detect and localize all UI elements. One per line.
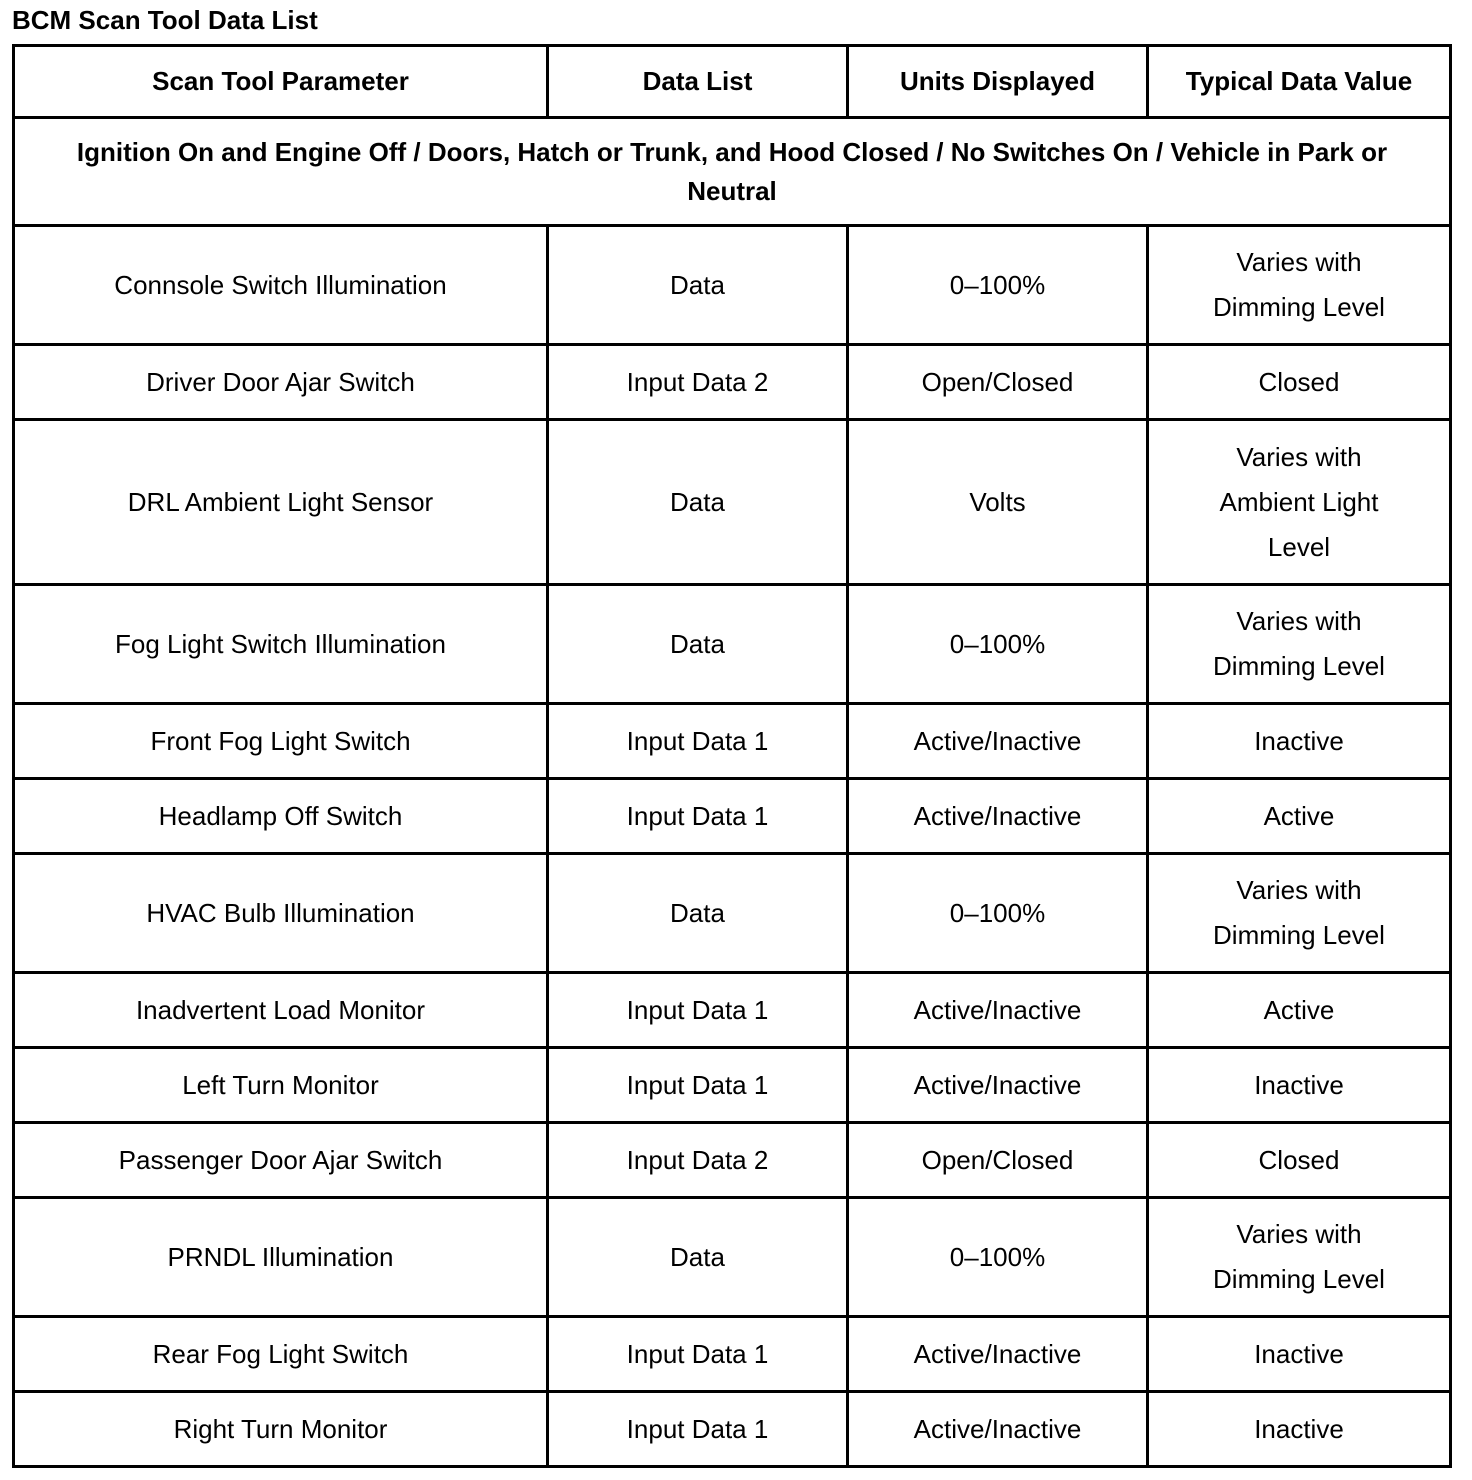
- header-typical-data-value: Typical Data Value: [1148, 46, 1451, 118]
- table-row: [14, 704, 1451, 779]
- parameter-cell: PRNDL Illumination: [14, 1198, 548, 1317]
- data-list-cell: Input Data 1: [548, 704, 848, 779]
- data-list-cell: Data: [548, 585, 848, 704]
- data-list-cell: Input Data 2: [548, 345, 848, 420]
- typical-value-cell: [1148, 1198, 1451, 1317]
- typical-value-line: Level: [1267, 531, 1331, 562]
- table-row: [14, 585, 1451, 704]
- table-row: [14, 345, 1451, 420]
- units-cell: 0–100%: [848, 585, 1148, 704]
- typical-value-cell: [1148, 420, 1451, 585]
- units-cell: Open/Closed: [848, 1123, 1148, 1198]
- parameter-cell: Driver Door Ajar Switch: [14, 345, 548, 420]
- header-scan-tool-parameter: Scan Tool Parameter: [14, 46, 548, 118]
- condition-text: Ignition On and Engine Off / Doors, Hatch or Trunk, and Hood Closed / No Switches On / Vehicle in Park or Neutral: [14, 118, 1451, 226]
- header-data-list: Data List: [548, 46, 848, 118]
- data-list-cell: Input Data 2: [548, 1123, 848, 1198]
- parameter-cell: Fog Light Switch Illumination: [14, 585, 548, 704]
- table-row: [14, 854, 1451, 973]
- data-list-cell: Input Data 1: [548, 1317, 848, 1392]
- parameter-cell: Connsole Switch Illumination: [14, 226, 548, 345]
- units-cell: Volts: [848, 420, 1148, 585]
- typical-value-line: Ambient Light: [1219, 486, 1379, 517]
- data-list-cell: Input Data 1: [548, 1048, 848, 1123]
- table-row: [14, 1317, 1451, 1392]
- scan-tool-data-table: [12, 44, 1452, 1468]
- units-cell: 0–100%: [848, 854, 1148, 973]
- typical-value-cell: [1148, 345, 1451, 420]
- typical-value-line: Closed: [1258, 366, 1340, 397]
- units-cell: Active/Inactive: [848, 1317, 1148, 1392]
- data-list-cell: Data: [548, 226, 848, 345]
- header-row: [14, 46, 1451, 118]
- typical-value-cell: [1148, 1392, 1451, 1467]
- table-row: [14, 1198, 1451, 1317]
- units-cell: Open/Closed: [848, 345, 1148, 420]
- parameter-cell: Inadvertent Load Monitor: [14, 973, 548, 1048]
- table-row: [14, 420, 1451, 585]
- data-list-cell: Input Data 1: [548, 779, 848, 854]
- typical-value-line: Varies with: [1236, 1219, 1362, 1249]
- typical-value-line: Varies with: [1236, 441, 1362, 472]
- typical-value-line: Inactive: [1254, 725, 1344, 756]
- data-list-cell: Data: [548, 854, 848, 973]
- typical-value-cell: [1148, 779, 1451, 854]
- table-row: [14, 973, 1451, 1048]
- parameter-cell: HVAC Bulb Illumination: [14, 854, 548, 973]
- parameter-cell: Headlamp Off Switch: [14, 779, 548, 854]
- data-list-cell: Input Data 1: [548, 973, 848, 1048]
- parameter-cell: Front Fog Light Switch: [14, 704, 548, 779]
- parameter-cell: Rear Fog Light Switch: [14, 1317, 548, 1392]
- data-list-cell: Input Data 1: [548, 1392, 848, 1467]
- typical-value-cell: [1148, 1048, 1451, 1123]
- units-cell: 0–100%: [848, 226, 1148, 345]
- parameter-cell: DRL Ambient Light Sensor: [14, 420, 548, 585]
- document-title: BCM Scan Tool Data List: [12, 5, 318, 35]
- header-units-displayed: Units Displayed: [848, 46, 1148, 118]
- table-row: [14, 1123, 1451, 1198]
- parameter-cell: Right Turn Monitor: [14, 1392, 548, 1467]
- data-list-cell: Data: [548, 1198, 848, 1317]
- typical-value-line: Inactive: [1254, 1069, 1344, 1100]
- typical-value-cell: [1148, 585, 1451, 704]
- typical-value-cell: [1148, 1123, 1451, 1198]
- typical-value-cell: [1148, 1317, 1451, 1392]
- typical-value-line: Dimming Level: [1213, 1264, 1385, 1294]
- typical-value-line: Dimming Level: [1213, 651, 1385, 681]
- parameter-cell: Passenger Door Ajar Switch: [14, 1123, 548, 1198]
- typical-value-cell: [1148, 854, 1451, 973]
- typical-value-line: Active: [1263, 994, 1335, 1025]
- table-row: [14, 1392, 1451, 1467]
- typical-value-cell: [1148, 704, 1451, 779]
- typical-value-line: Inactive: [1254, 1413, 1344, 1444]
- table-row: [14, 226, 1451, 345]
- typical-value-line: Inactive: [1254, 1338, 1344, 1369]
- table-row: [14, 1048, 1451, 1123]
- typical-value-line: Closed: [1258, 1144, 1340, 1175]
- typical-value-cell: [1148, 226, 1451, 345]
- typical-value-line: Varies with: [1236, 606, 1362, 636]
- units-cell: Active/Inactive: [848, 1048, 1148, 1123]
- table-row: [14, 779, 1451, 854]
- units-cell: Active/Inactive: [848, 704, 1148, 779]
- data-list-cell: Data: [548, 420, 848, 585]
- units-cell: Active/Inactive: [848, 973, 1148, 1048]
- typical-value-line: Dimming Level: [1213, 292, 1385, 322]
- parameter-cell: Left Turn Monitor: [14, 1048, 548, 1123]
- typical-value-cell: [1148, 973, 1451, 1048]
- condition-row: [14, 118, 1451, 226]
- typical-value-line: Varies with: [1236, 247, 1362, 277]
- units-cell: Active/Inactive: [848, 1392, 1148, 1467]
- typical-value-line: Active: [1263, 800, 1335, 831]
- units-cell: 0–100%: [848, 1198, 1148, 1317]
- typical-value-line: Varies with: [1236, 875, 1362, 905]
- typical-value-line: Dimming Level: [1213, 920, 1385, 950]
- units-cell: Active/Inactive: [848, 779, 1148, 854]
